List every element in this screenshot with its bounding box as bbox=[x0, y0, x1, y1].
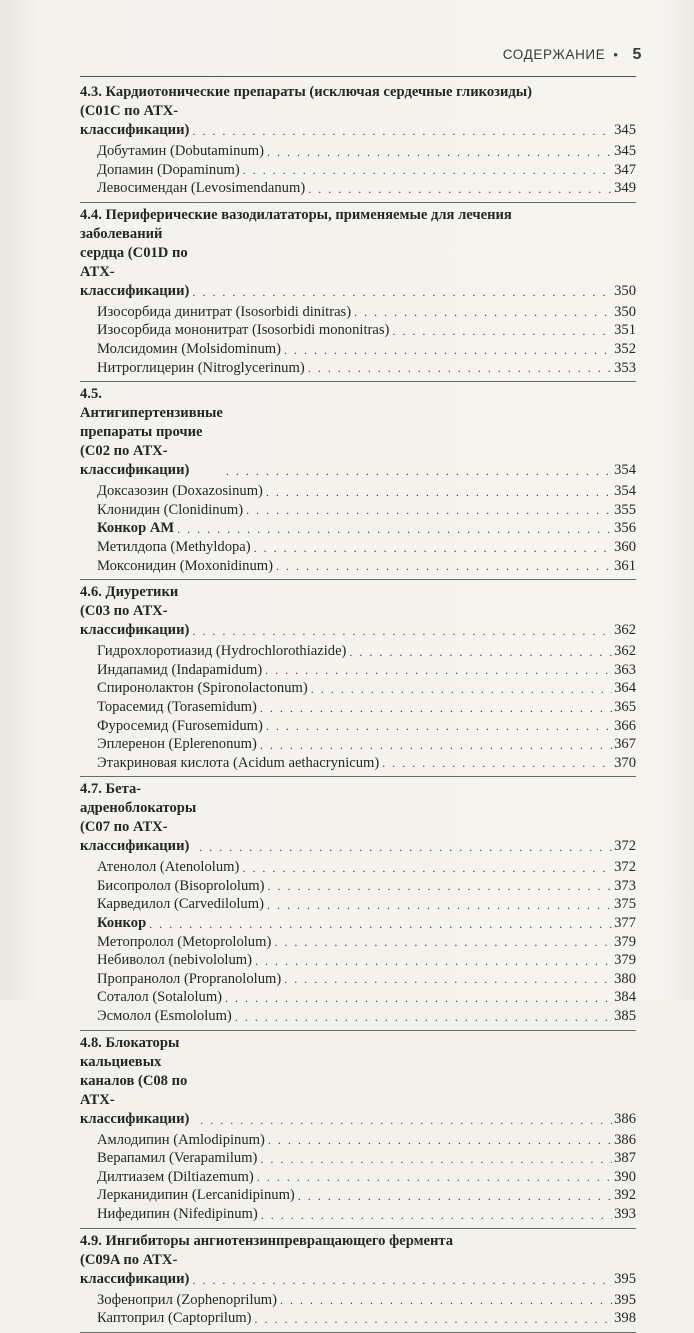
dot-leader bbox=[298, 1190, 612, 1202]
entry-page-number: 379 bbox=[614, 952, 636, 969]
section-page-number: 350 bbox=[614, 282, 636, 299]
section-title-text: 4.4. Периферические вазодилататоры, применяемые для лечения bbox=[80, 206, 512, 223]
dot-leader bbox=[192, 625, 612, 637]
toc-section bbox=[80, 777, 636, 1030]
section-title-line[interactable] bbox=[80, 385, 636, 480]
entry-title: Конкор АМ bbox=[97, 520, 175, 537]
dot-leader bbox=[311, 683, 612, 695]
entry-page-number: 353 bbox=[614, 359, 636, 376]
entry-page-number: 379 bbox=[614, 933, 636, 950]
toc-entry[interactable] bbox=[80, 519, 636, 538]
toc-entry[interactable] bbox=[80, 933, 636, 952]
toc-entry[interactable] bbox=[80, 914, 636, 933]
entry-title: Моксонидин (Moxonidinum) bbox=[97, 557, 273, 574]
entry-page-number: 361 bbox=[614, 557, 636, 574]
entry-page-number: 365 bbox=[614, 698, 636, 715]
dot-leader bbox=[199, 841, 612, 853]
entry-page-number: 393 bbox=[614, 1206, 636, 1222]
section-title-text: 4.8. Блокаторы кальциевых каналов (C08 по ATX-классификации) bbox=[80, 1034, 190, 1127]
dot-leader bbox=[149, 918, 612, 930]
toc-entry[interactable] bbox=[80, 359, 636, 378]
section-title-line[interactable] bbox=[80, 225, 636, 301]
entry-page-number: 363 bbox=[614, 661, 636, 678]
section-page-number: 386 bbox=[614, 1110, 636, 1127]
entry-title: Верапамил (Verapamilum) bbox=[97, 1150, 258, 1167]
dot-leader bbox=[200, 1114, 612, 1126]
entry-title: Изосорбида динитрат (Isosorbidi dinitras) bbox=[97, 303, 352, 320]
dot-leader bbox=[242, 862, 612, 874]
section-page-number: 345 bbox=[614, 122, 636, 138]
dot-leader bbox=[177, 523, 612, 535]
section-title-line[interactable] bbox=[80, 780, 636, 856]
toc-entry[interactable] bbox=[80, 858, 636, 877]
entry-title: Соталол (Sotalolum) bbox=[97, 989, 223, 1006]
toc-section bbox=[80, 203, 636, 382]
section-title-text: 4.5. Антигипертензивные препараты прочие (C02 по ATX-классификации) bbox=[80, 386, 223, 479]
dot-leader bbox=[254, 1313, 612, 1325]
section-title-text: 4.9. Ингибиторы ангиотензинпревращающего фермента bbox=[80, 1232, 454, 1249]
entry-title: Изосорбида мононитрат (Isosorbidi mononitras) bbox=[97, 322, 390, 339]
dot-leader bbox=[382, 757, 612, 769]
entry-list bbox=[80, 1289, 636, 1328]
entry-page-number: 367 bbox=[614, 736, 636, 753]
toc-section bbox=[80, 1229, 636, 1333]
entry-title: Нитроглицерин (Nitroglycerinum) bbox=[97, 359, 305, 376]
toc-entry[interactable] bbox=[80, 951, 636, 970]
toc-entry[interactable] bbox=[80, 735, 636, 754]
entry-title: Метилдопа (Methyldopa) bbox=[97, 538, 251, 555]
entry-page-number: 352 bbox=[614, 340, 636, 357]
section-title-text: 4.3. Кардиотонические препараты (исключая сердечные гликозиды) bbox=[80, 84, 533, 100]
toc-entry[interactable] bbox=[80, 877, 636, 896]
dot-leader bbox=[268, 1134, 612, 1146]
dot-leader bbox=[246, 504, 612, 516]
entry-list bbox=[80, 1129, 636, 1224]
section-title-text: 4.7. Бета-адреноблокаторы (C07 по ATX-классификации) bbox=[80, 781, 197, 855]
header-bullet: • bbox=[613, 47, 619, 62]
section-title-line[interactable] bbox=[80, 1232, 636, 1251]
entry-list bbox=[80, 640, 636, 772]
toc-entry[interactable] bbox=[80, 1205, 636, 1224]
dot-leader bbox=[284, 344, 612, 356]
entry-title: Этакриновая кислота (Acidum aethacrynicum) bbox=[97, 754, 380, 771]
dot-leader bbox=[260, 739, 612, 751]
dot-leader bbox=[192, 125, 612, 137]
entry-page-number: 362 bbox=[614, 643, 636, 660]
entry-page-number: 355 bbox=[614, 501, 636, 518]
dot-leader bbox=[265, 664, 612, 676]
section-title-line[interactable] bbox=[80, 1251, 636, 1289]
entry-page-number: 380 bbox=[614, 970, 636, 987]
toc-entry[interactable] bbox=[80, 717, 636, 736]
section-title-line[interactable] bbox=[80, 206, 636, 225]
header-section-title: СОДЕРЖАНИЕ bbox=[502, 47, 606, 62]
entry-title: Конкор bbox=[97, 915, 147, 932]
entry-page-number: 347 bbox=[614, 161, 636, 178]
toc-section bbox=[80, 580, 636, 777]
toc-entry[interactable] bbox=[80, 142, 636, 161]
entry-page-number: 377 bbox=[614, 915, 636, 932]
section-title-line[interactable] bbox=[80, 102, 636, 140]
entry-title: Бисопролол (Bisoprololum) bbox=[97, 877, 265, 894]
toc-section bbox=[80, 1031, 636, 1229]
dot-leader bbox=[192, 1274, 612, 1286]
header-page-number: 5 bbox=[632, 46, 642, 63]
entry-page-number: 384 bbox=[614, 989, 636, 1006]
section-title-line[interactable] bbox=[80, 583, 636, 640]
entry-list bbox=[80, 856, 636, 1025]
entry-title: Карведилол (Carvedilolum) bbox=[97, 896, 264, 913]
dot-leader bbox=[254, 542, 612, 554]
section-title-line[interactable] bbox=[80, 83, 636, 102]
toc-entry[interactable] bbox=[80, 1131, 636, 1150]
entry-page-number: 373 bbox=[614, 877, 636, 894]
section-page-number: 362 bbox=[614, 622, 636, 639]
entry-page-number: 392 bbox=[614, 1187, 636, 1204]
toc-section bbox=[80, 80, 636, 203]
entry-title: Небиволол (nebivololum) bbox=[97, 952, 252, 969]
entry-page-number: 360 bbox=[614, 538, 636, 555]
dot-leader bbox=[225, 992, 612, 1004]
entry-title: Индапамид (Indapamidum) bbox=[97, 661, 263, 678]
entry-page-number: 375 bbox=[614, 896, 636, 913]
dot-leader bbox=[354, 306, 612, 318]
entry-title: Допамин (Dopaminum) bbox=[97, 161, 240, 178]
dot-leader bbox=[266, 486, 612, 498]
entry-title: Пропранолол (Propranololum) bbox=[97, 970, 282, 987]
entry-page-number: 366 bbox=[614, 717, 636, 734]
entry-title: Эсмолол (Esmololum) bbox=[97, 1008, 232, 1025]
dot-leader bbox=[392, 325, 612, 337]
entry-page-number: 390 bbox=[614, 1168, 636, 1185]
entry-page-number: 354 bbox=[614, 483, 636, 500]
table-of-contents bbox=[80, 80, 636, 1333]
entry-title: Нифедипин (Nifedipinum) bbox=[97, 1206, 258, 1222]
section-title-text: (C01C по ATX-классификации) bbox=[80, 103, 190, 138]
toc-entry[interactable] bbox=[80, 1186, 636, 1205]
section-title-text: (C09A по ATX-классификации) bbox=[80, 1251, 190, 1287]
dot-leader bbox=[274, 936, 612, 948]
toc-entry[interactable] bbox=[80, 1168, 636, 1187]
dot-leader bbox=[268, 880, 613, 892]
dot-leader bbox=[261, 1209, 612, 1221]
toc-entry[interactable] bbox=[80, 970, 636, 989]
toc-entry[interactable] bbox=[80, 895, 636, 914]
entry-page-number: 387 bbox=[614, 1150, 636, 1167]
entry-list bbox=[80, 301, 636, 377]
toc-entry[interactable] bbox=[80, 1291, 636, 1310]
entry-title: Левосимендан (Levosimendanum) bbox=[97, 180, 306, 197]
dot-leader bbox=[267, 899, 612, 911]
dot-leader bbox=[192, 286, 612, 298]
entry-page-number: 370 bbox=[614, 754, 636, 771]
toc-entry[interactable] bbox=[80, 557, 636, 576]
entry-list bbox=[80, 140, 636, 198]
section-page-number: 372 bbox=[614, 838, 636, 855]
entry-title: Зофеноприл (Zophenoprilum) bbox=[97, 1291, 278, 1308]
entry-page-number: 372 bbox=[614, 859, 636, 876]
dot-leader bbox=[284, 973, 612, 985]
entry-page-number: 398 bbox=[614, 1310, 636, 1327]
section-title-text: 4.6. Диуретики (C03 по ATX-классификации) bbox=[80, 584, 190, 639]
entry-title: Атенолол (Atenololum) bbox=[97, 859, 240, 876]
toc-entry[interactable] bbox=[80, 538, 636, 557]
entry-title: Лерканидипин (Lercanidipinum) bbox=[97, 1187, 295, 1204]
toc-entry[interactable] bbox=[80, 1007, 636, 1026]
dot-leader bbox=[243, 164, 612, 176]
entry-title: Клонидин (Clonidinum) bbox=[97, 501, 244, 518]
entry-page-number: 349 bbox=[614, 180, 636, 197]
entry-page-number: 351 bbox=[614, 322, 636, 339]
toc-entry[interactable] bbox=[80, 303, 636, 322]
entry-title: Каптоприл (Captoprilum) bbox=[97, 1310, 252, 1327]
toc-entry[interactable] bbox=[80, 642, 636, 661]
toc-entry[interactable] bbox=[80, 1309, 636, 1328]
dot-leader bbox=[260, 702, 612, 714]
toc-entry[interactable] bbox=[80, 482, 636, 501]
toc-entry[interactable] bbox=[80, 501, 636, 520]
entry-title: Спиронолактон (Spironolactonum) bbox=[97, 680, 308, 697]
entry-page-number: 386 bbox=[614, 1131, 636, 1148]
section-title-text: заболеваний сердца (C01D по ATX-классификации) bbox=[80, 225, 190, 299]
section-page-number: 395 bbox=[614, 1270, 636, 1287]
dot-leader bbox=[280, 1294, 612, 1306]
dot-leader bbox=[349, 646, 612, 658]
entry-title: Гидрохлоротиазид (Hydrochlorothiazide) bbox=[97, 643, 347, 660]
toc-entry[interactable] bbox=[80, 340, 636, 359]
dot-leader bbox=[226, 465, 612, 477]
entry-page-number: 385 bbox=[614, 1008, 636, 1025]
toc-entry[interactable] bbox=[80, 679, 636, 698]
dot-leader bbox=[235, 1011, 612, 1023]
toc-entry[interactable] bbox=[80, 161, 636, 180]
entry-title: Дилтиазем (Diltiazemum) bbox=[97, 1168, 254, 1185]
section-page-number: 354 bbox=[614, 462, 636, 479]
entry-title: Эплеренон (Eplerenonum) bbox=[97, 736, 257, 753]
toc-entry[interactable] bbox=[80, 321, 636, 340]
entry-title: Добутамин (Dobutaminum) bbox=[97, 143, 264, 159]
entry-title: Торасемид (Torasemidum) bbox=[97, 698, 257, 715]
entry-page-number: 350 bbox=[614, 303, 636, 320]
entry-page-number: 356 bbox=[614, 520, 636, 537]
dot-leader bbox=[257, 1171, 612, 1183]
entry-title: Фуросемид (Furosemidum) bbox=[97, 717, 263, 734]
dot-leader bbox=[266, 720, 612, 732]
section-title-line[interactable] bbox=[80, 1034, 636, 1129]
toc-entry[interactable] bbox=[80, 179, 636, 198]
dot-leader bbox=[255, 955, 612, 967]
toc-entry[interactable] bbox=[80, 1149, 636, 1168]
toc-section bbox=[80, 382, 636, 580]
header-rule bbox=[80, 76, 636, 77]
toc-entry[interactable] bbox=[80, 754, 636, 773]
entry-title: Доксазозин (Doxazosinum) bbox=[97, 483, 263, 500]
entry-page-number: 345 bbox=[614, 143, 636, 159]
dot-leader bbox=[260, 1153, 612, 1165]
entry-title: Амлодипин (Amlodipinum) bbox=[97, 1131, 265, 1148]
running-header bbox=[503, 46, 642, 64]
toc-entry[interactable] bbox=[80, 988, 636, 1007]
dot-leader bbox=[276, 560, 612, 572]
entry-title: Молсидомин (Molsidominum) bbox=[97, 340, 281, 357]
dot-leader bbox=[308, 362, 612, 374]
toc-entry[interactable] bbox=[80, 661, 636, 680]
entry-list bbox=[80, 480, 636, 575]
entry-page-number: 364 bbox=[614, 680, 636, 697]
entry-page-number: 395 bbox=[614, 1291, 636, 1308]
dot-leader bbox=[308, 183, 612, 195]
entry-title: Метопролол (Metoprololum) bbox=[97, 933, 272, 950]
dot-leader bbox=[267, 146, 612, 158]
toc-entry[interactable] bbox=[80, 698, 636, 717]
